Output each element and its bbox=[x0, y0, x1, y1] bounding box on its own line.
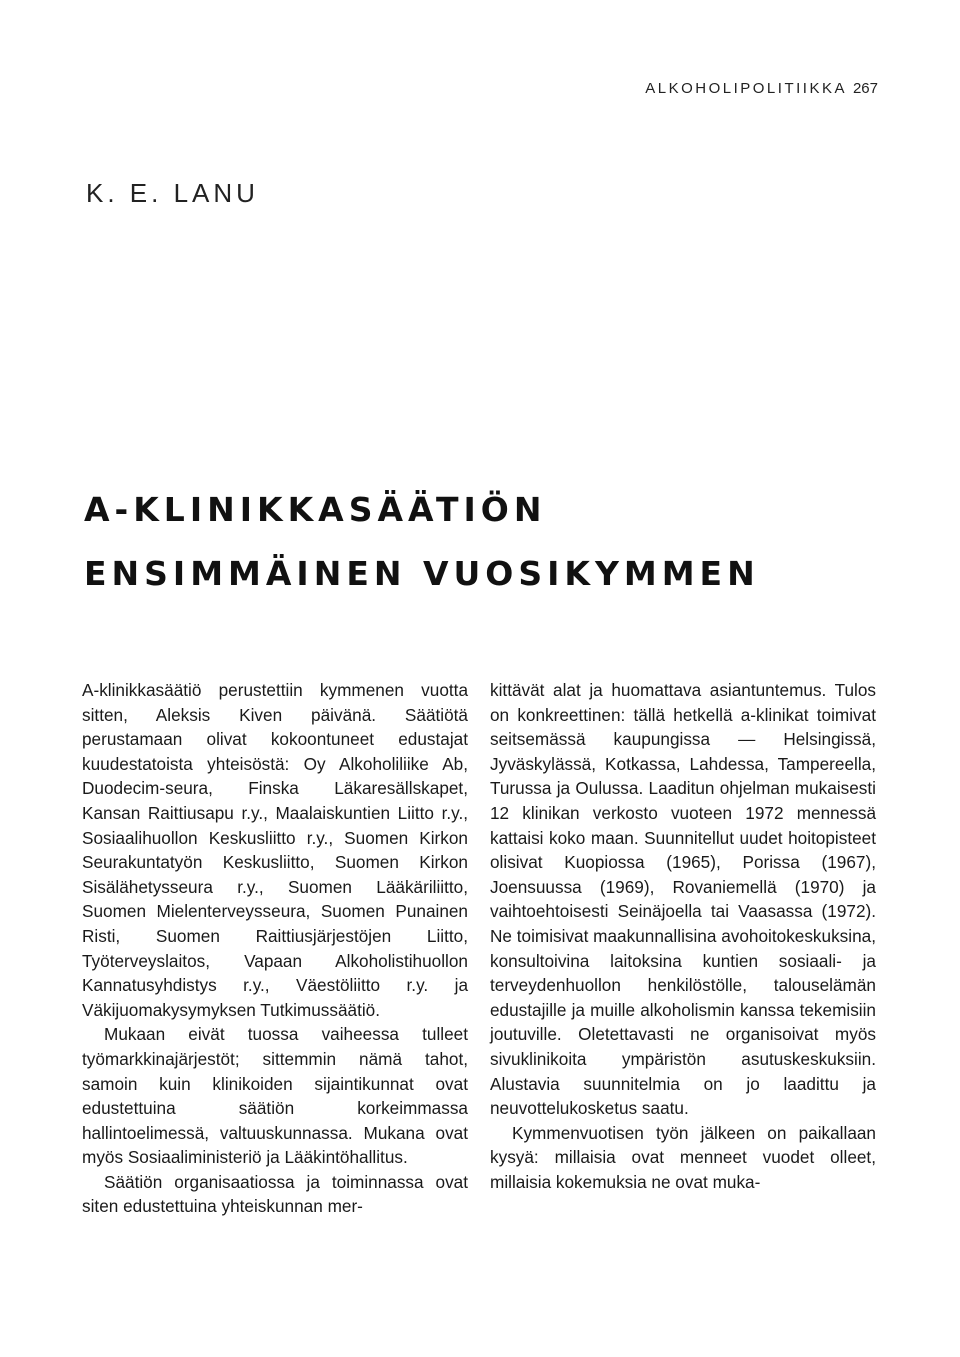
article-author: K. E. LANU bbox=[86, 178, 259, 208]
body-column-left bbox=[82, 678, 468, 1219]
page-number: 267 bbox=[852, 80, 878, 97]
paragraph: Kymmenvuotisen työn jälkeen on paikallaan kysyä: millaisia ovat menneet vuodet olleet, millaisia kokemuksia ne ovat muka- bbox=[490, 1122, 876, 1192]
paragraph: kittävät alat ja huomattava asiantuntemus. Tulos on konkreettinen: tällä hetkellä a-klinikat toimivat seitsemässä kaupungissa — Helsingissä, Jyväskylässä, Kotkassa, Lahdessa, Tampereella, Turussa ja Oulussa. Laaditun ohjelman mukaisesti 12 klinikan verkosto vuoteen 1972 mennessä kattaisi koko maan. Suunnitellut uudet hoitopisteet olisivat Kuopiossa (1965), Porissa (1967), Joensuussa (1969), Rovaniemellä (1970) ja vaihtoehtoisesti Seinäjoella tai Vaasassa (1972). Ne toimisivat maakunnallisina avohoitokeskuksina, konsultoivina laitoksina kuntien sosiaali- ja terveydenhuollon henkilöstölle, talouselämän edustajille ja muille alkoholismin kanssa tekemisiin joutuville. Oletettavasti ne organisoivat myös sivuklinikoita ympäristön asutuskeskuksiin. Alustavia suunnitelmia on jo laadittu ja neuvottelukosketus saatu. bbox=[490, 680, 876, 1119]
article-title bbox=[84, 478, 884, 606]
paragraph: Säätiön organisaatiossa ja toiminnassa ovat siten edustettuina yhteiskunnan mer- bbox=[82, 1171, 468, 1217]
body-column-right bbox=[490, 678, 876, 1194]
running-header bbox=[645, 80, 878, 97]
title-line-2: ENSIMMÄINEN VUOSIKYMMEN bbox=[84, 554, 760, 593]
paragraph: A-klinikkasäätiö perustettiin kymmenen vuotta sitten, Aleksis Kiven päivänä. Säätiötä perustamaan olivat kokoontuneet edustajat kuudestatoista yhteisöstä: Oy Alkoholiliike Ab, Duodecim-seura, Finska Läkaresällskapet, Kansan Raittiusapu r.y., Maalaiskuntien Liitto r.y., Sosiaalihuollon Keskusliitto r.y., Suomen Kirkon Seurakuntatyön Keskusliitto, Suomen Kirkon Sisälähetysseura r.y., Suomen Lääkäriliitto, Suomen Mielenterveysseura, Suomen Punainen Risti, Suomen Raittiusjärjestöjen Liitto, Työterveyslaitos, Vapaan Alkoholistihuollon Kannatusyhdistys r.y., Väestöliitto r.y. ja Väkijuomakysymyksen Tutkimussäätiö. bbox=[82, 680, 468, 1020]
running-title: ALKOHOLIPOLITIIKKA bbox=[645, 80, 847, 97]
title-line-1: A-KLINIKKASÄÄTIÖN bbox=[84, 490, 547, 529]
paragraph: Mukaan eivät tuossa vaiheessa tulleet työmarkkinajärjestöt; sittemmin nämä tahot, samoin kuin klinikoiden sijaintikunnat ovat edustettuina säätiön korkeimmassa hallintoelimessä, valtuuskunnassa. Mukana ovat myös Sosiaaliministeriö ja Lääkintöhallitus. bbox=[82, 1024, 468, 1168]
